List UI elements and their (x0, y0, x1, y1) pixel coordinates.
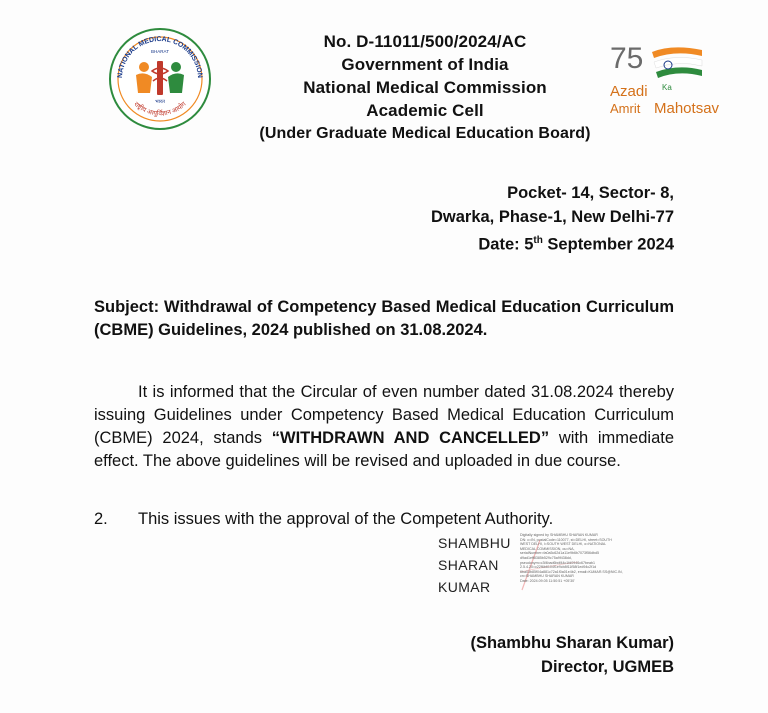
letterhead (230, 30, 620, 145)
reference-number: No. D-11011/500/2024/AC (323, 32, 527, 51)
digital-signature-details: Digitally signed by SHAMBHU SHARAN KUMAR DN: c=IN, postalCode=110077, st=DELHI, street=SOUTH WEST DELHI, l=SOUTH WEST DELHI, o=NATIONAL MEDICAL COMMISSION, ou=NA, serialNumber=fa0a5c62d1a11e9b6b7073f56dbd5 d9ad1eff8385b529c75a9f438dd, pseudonym=c3f4bad6bdf44c1fd0946c67beab1 2.5.4.20=c22f6b6104f1e9cb8f11f58f1ed94c2f1d 6ba03b85f04a881c72a1f0a01e4b2, email=KUMAR.SS@NIC.IN, cn=SHAMBHU SHARAN KUMAR Date: 2024.09.05 11:50:51 +05'30' (520, 533, 623, 583)
address-line-1: Pocket- 14, Sector- 8, (507, 184, 674, 202)
azadi-amrit: Amrit (610, 101, 641, 116)
nmc-hindi-ring: राष्ट्रीय आयुर्विज्ञान आयोग (132, 100, 188, 118)
subject-line: Subject: Withdrawal of Competency Based Medical Education Curriculum (CBME) Guidelines, 2024 published on 31.08.2024. (94, 298, 674, 339)
digital-signature-name: SHAMBHU SHARAN KUMAR (438, 535, 511, 595)
signatory-name: (Shambhu Sharan Kumar) (470, 634, 674, 652)
header-board: (Under Graduate Medical Education Board) (259, 125, 591, 142)
nmc-logo (108, 27, 212, 131)
nmc-ring-text: NATIONAL MEDICAL COMMISSION (116, 35, 204, 79)
nmc-bharat: BHARAT (151, 49, 169, 54)
letter-date: Date: 5th September 2024 (478, 235, 674, 254)
body-paragraph-1: It is informed that the Circular of even number dated 31.08.2024 thereby issuing Guidelines under Competency Based Medical Education Curriculum (CBME) 2024, stands “WITHDRAWN AND CANCELLED” with immediate effect. The above guidelines will be revised and uploaded in due course. (94, 383, 675, 470)
azadi-ka-amrit-mahotsav-logo (606, 40, 732, 120)
body-point-2: 2. This issues with the approval of the Competent Authority. (94, 510, 554, 528)
azadi-mahotsav: Mahotsav (654, 100, 720, 117)
signatory-designation: Director, UGMEB (541, 657, 674, 676)
signatory-block (470, 632, 674, 679)
azadi-word: Azadi (610, 83, 648, 100)
address-line-2: Dwarka, Phase-1, New Delhi-77 (430, 207, 674, 226)
nmc-hindi-top: भारत (155, 99, 165, 105)
header-cell: Academic Cell (366, 101, 484, 120)
header-government: Government of India (341, 55, 509, 74)
azadi-75: 75 (610, 42, 644, 75)
office-address (431, 182, 674, 257)
withdrawn-emphasis: “WITHDRAWN AND CANCELLED” (271, 429, 550, 447)
azadi-ka: Ka (662, 83, 672, 92)
header-commission: National Medical Commission (303, 78, 547, 97)
